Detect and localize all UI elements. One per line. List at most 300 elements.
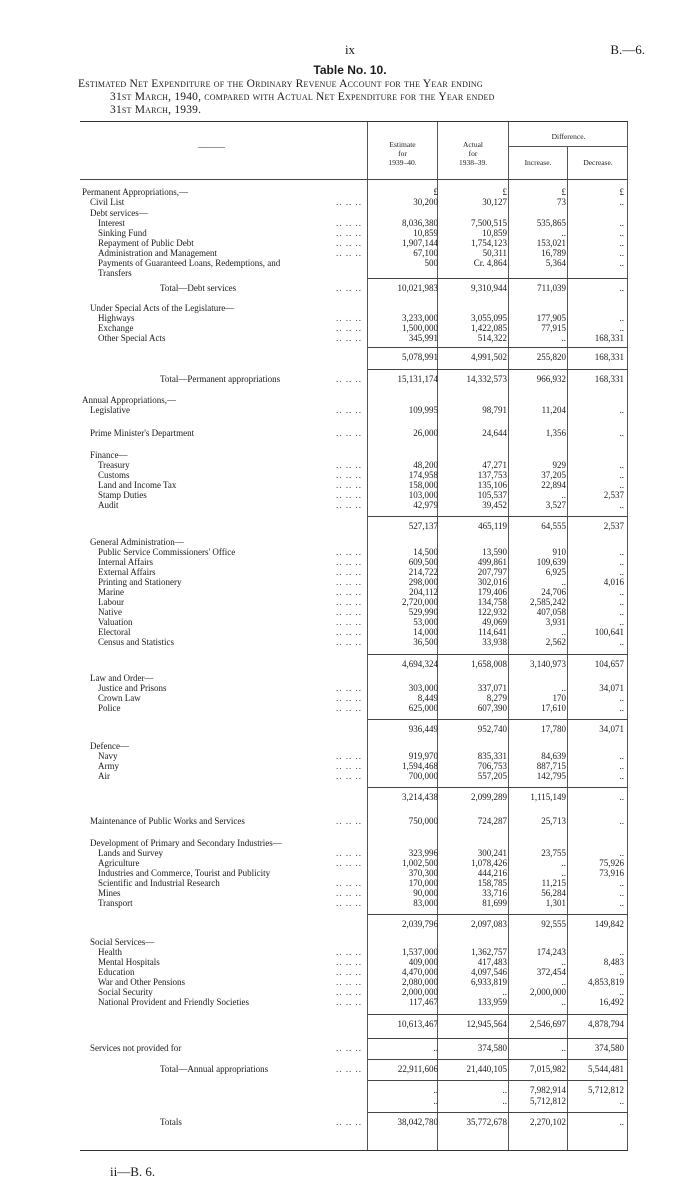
- leader-dots: .. .. ..: [336, 567, 362, 577]
- table-row: [80, 637, 628, 648]
- estimate-cell: 298,000: [408, 577, 438, 587]
- row-label: Public Service Commissioners' Office: [98, 547, 236, 557]
- increase-cell: 711,039: [537, 283, 566, 293]
- table-row: [80, 1117, 628, 1128]
- actual-cell: 135,106: [477, 480, 507, 490]
- table-row: [80, 197, 628, 208]
- actual-cell: 302,016: [477, 577, 507, 587]
- actual-cell: 98,791: [482, 405, 507, 415]
- row-label: Native: [98, 607, 122, 617]
- estimate-cell: 1,002,500: [402, 858, 438, 868]
- leader-dots: .. .. ..: [336, 607, 362, 617]
- estimate-cell: 10,021,983: [397, 283, 438, 293]
- actual-cell: 49,069: [482, 617, 507, 627]
- decrease-cell: ..: [619, 637, 624, 647]
- increase-cell: ..: [561, 868, 566, 878]
- row-label: Army: [98, 761, 119, 771]
- increase-cell: 16,789: [541, 248, 566, 258]
- decrease-cell: 16,492: [599, 997, 624, 1007]
- actual-cell: 137,753: [477, 470, 507, 480]
- leader-dots: .. .. ..: [336, 587, 362, 597]
- actual-cell: 1,754,123: [471, 238, 507, 248]
- leader-dots: .. .. ..: [336, 771, 362, 781]
- increase-cell: 2,000,000: [530, 987, 566, 997]
- row-label: Justice and Prisons: [98, 683, 167, 693]
- increase-cell: 1,301: [545, 898, 566, 908]
- decrease-cell: 8,483: [603, 957, 624, 967]
- estimate-cell: 10,613,467: [397, 1019, 438, 1029]
- decrease-cell: ..: [619, 557, 624, 567]
- table-row: [80, 500, 628, 511]
- table-row: [80, 283, 628, 294]
- row-label: Electoral: [98, 627, 131, 637]
- estimate-cell: 409,000: [408, 957, 438, 967]
- page-number: ix: [344, 42, 356, 57]
- estimate-cell: 42,979: [413, 500, 438, 510]
- increase-cell: 24,706: [541, 587, 566, 597]
- decrease-cell: ..: [619, 947, 624, 957]
- increase-cell: ..: [561, 858, 566, 868]
- row-label: Health: [98, 947, 122, 957]
- table-row: [80, 919, 628, 930]
- row-label: Exchange: [98, 323, 134, 333]
- estimate-cell: 14,500: [413, 547, 438, 557]
- increase-cell: 535,865: [536, 218, 566, 228]
- row-label: Total—Annual appropriations: [160, 1064, 269, 1074]
- actual-cell: 24,644: [482, 428, 507, 438]
- row-label: Transfers: [98, 268, 132, 278]
- estimate-cell: 370,300: [408, 868, 438, 878]
- decrease-cell: 4,016: [603, 577, 624, 587]
- increase-cell: 2,562: [545, 637, 566, 647]
- estimate-cell: 2,000,000: [402, 987, 438, 997]
- increase-cell: 77,915: [541, 323, 566, 333]
- row-label: Maintenance of Public Works and Services: [90, 816, 245, 826]
- decrease-cell: 73,916: [599, 868, 624, 878]
- table-row: [80, 703, 628, 714]
- actual-cell: 706,753: [477, 761, 507, 771]
- decrease-cell: ..: [619, 693, 624, 703]
- leader-dots: .. .. ..: [336, 617, 362, 627]
- leader-dots: .. .. ..: [336, 218, 362, 228]
- decrease-cell: ..: [619, 761, 624, 771]
- decrease-cell: ..: [619, 248, 624, 258]
- row-label: Crown Law: [98, 693, 141, 703]
- table-row: [80, 1096, 628, 1107]
- decrease-cell: ..: [619, 547, 624, 557]
- estimate-cell: 36,500: [413, 637, 438, 647]
- increase-cell: 407,058: [536, 607, 566, 617]
- decrease-cell: ..: [619, 751, 624, 761]
- decrease-cell: 5,712,812: [588, 1085, 624, 1095]
- increase-cell: 17,610: [541, 703, 566, 713]
- increase-cell: 929: [552, 460, 566, 470]
- estimate-cell: 527,137: [408, 521, 438, 531]
- actual-cell: 835,331: [477, 751, 507, 761]
- table-row: [80, 521, 628, 532]
- increase-cell: 5,364: [545, 258, 566, 268]
- actual-cell: 952,740: [477, 724, 507, 734]
- estimate-cell: 204,112: [409, 587, 438, 597]
- estimate-cell: 170,000: [408, 878, 438, 888]
- row-label: General Administration—: [90, 537, 184, 547]
- row-label: Development of Primary and Secondary Industries—: [90, 838, 282, 848]
- leader-dots: .. .. ..: [336, 374, 362, 384]
- table-row: [80, 1019, 628, 1030]
- leader-dots: .. .. ..: [336, 997, 362, 1007]
- estimate-cell: 109,995: [408, 405, 438, 415]
- estimate-cell: £: [433, 187, 438, 197]
- increase-cell: 910: [552, 547, 566, 557]
- leader-dots: .. .. ..: [336, 238, 362, 248]
- increase-cell: 255,820: [536, 352, 566, 362]
- row-label: Internal Affairs: [98, 557, 154, 567]
- row-label: Mental Hospitals: [98, 957, 160, 967]
- leader-dots: .. .. ..: [336, 283, 362, 293]
- actual-cell: 2,099,289: [471, 792, 507, 802]
- row-label: Education: [98, 967, 135, 977]
- decrease-cell: £: [619, 187, 624, 197]
- leader-dots: .. .. ..: [336, 751, 362, 761]
- leader-dots: .. .. ..: [336, 248, 362, 258]
- estimate-cell: 53,000: [413, 617, 438, 627]
- actual-cell: 33,938: [482, 637, 507, 647]
- estimate-cell: 1,500,000: [402, 323, 438, 333]
- decrease-cell: ..: [619, 967, 624, 977]
- actual-cell: 9,310,944: [471, 283, 507, 293]
- actual-cell: 499,861: [477, 557, 507, 567]
- increase-cell: 92,555: [541, 919, 566, 929]
- increase-cell: 25,713: [541, 816, 566, 826]
- actual-cell: 30,127: [482, 197, 507, 207]
- increase-cell: 1,356: [545, 428, 566, 438]
- table-row: [80, 659, 628, 670]
- increase-cell: 177,905: [536, 313, 566, 323]
- estimate-cell: 10,859: [413, 228, 438, 238]
- estimate-cell: 117,467: [409, 997, 438, 1007]
- decrease-cell: ..: [619, 460, 624, 470]
- actual-cell: 50,311: [482, 248, 507, 258]
- decrease-cell: 2,537: [603, 521, 624, 531]
- decrease-cell: ..: [619, 283, 624, 293]
- estimate-cell: 1,907,144: [402, 238, 438, 248]
- estimate-cell: 38,042,780: [397, 1117, 438, 1127]
- leader-dots: .. .. ..: [336, 577, 362, 587]
- decrease-cell: ..: [619, 878, 624, 888]
- row-label: Transport: [98, 898, 133, 908]
- row-label: Printing and Stationery: [98, 577, 182, 587]
- actual-cell: ..: [502, 987, 507, 997]
- actual-cell: 114,641: [478, 627, 507, 637]
- row-label: Marine: [98, 587, 124, 597]
- row-label: Under Special Acts of the Legislature—: [90, 303, 235, 313]
- leader-dots: .. .. ..: [336, 228, 362, 238]
- leader-dots: .. .. ..: [336, 683, 362, 693]
- decrease-cell: 104,657: [594, 659, 624, 669]
- actual-cell: 1,658,008: [471, 659, 507, 669]
- row-label: Repayment of Public Debt: [98, 238, 194, 248]
- actual-cell: 13,590: [482, 547, 507, 557]
- row-label: Census and Statistics: [98, 637, 174, 647]
- table-row: [80, 1043, 628, 1054]
- row-label: Sinking Fund: [98, 228, 147, 238]
- increase-cell: 84,639: [541, 751, 566, 761]
- decrease-cell: ..: [619, 313, 624, 323]
- estimate-cell: 2,039,796: [402, 919, 438, 929]
- decrease-cell: 4,878,794: [588, 1019, 624, 1029]
- decrease-cell: ..: [619, 197, 624, 207]
- leader-dots: .. .. ..: [336, 977, 362, 987]
- actual-cell: 557,205: [477, 771, 507, 781]
- increase-cell: 142,795: [536, 771, 566, 781]
- row-label: Law and Order—: [90, 673, 154, 683]
- row-label: Administration and Management: [98, 248, 217, 258]
- row-label: Audit: [98, 500, 119, 510]
- actual-cell: 122,932: [477, 607, 507, 617]
- leader-dots: .. .. ..: [336, 547, 362, 557]
- row-label: Air: [98, 771, 110, 781]
- row-label: Totals: [160, 1117, 182, 1127]
- decrease-cell: ..: [619, 405, 624, 415]
- leader-dots: .. .. ..: [336, 888, 362, 898]
- estimate-cell: 3,214,438: [402, 792, 438, 802]
- actual-cell: 374,580: [477, 1043, 507, 1053]
- decrease-cell: ..: [619, 1096, 624, 1106]
- decrease-cell: ..: [619, 703, 624, 713]
- actual-cell: 8,279: [486, 693, 507, 703]
- leader-dots: .. .. ..: [336, 490, 362, 500]
- leader-dots: .. .. ..: [336, 848, 362, 858]
- row-label: Legislative: [90, 405, 130, 415]
- leader-dots: .. .. ..: [336, 197, 362, 207]
- estimate-cell: 625,000: [408, 703, 438, 713]
- increase-cell: 887,715: [536, 761, 566, 771]
- decrease-cell: ..: [619, 898, 624, 908]
- table-row: [80, 374, 628, 385]
- actual-cell: ..: [502, 1096, 507, 1106]
- decrease-cell: ..: [619, 848, 624, 858]
- leader-dots: .. .. ..: [336, 460, 362, 470]
- expenditure-table: [80, 121, 628, 1151]
- row-label: Police: [98, 703, 121, 713]
- estimate-cell: 1,537,000: [402, 947, 438, 957]
- table-row: [80, 1085, 628, 1096]
- row-label: Other Special Acts: [98, 333, 166, 343]
- increase-cell: 5,712,812: [530, 1096, 566, 1106]
- increase-cell: 22,894: [541, 480, 566, 490]
- row-label: Treasury: [98, 460, 130, 470]
- increase-cell: ..: [561, 627, 566, 637]
- subtotal-rule: [368, 914, 628, 915]
- decrease-cell: 34,071: [599, 724, 624, 734]
- estimate-cell: 83,000: [413, 898, 438, 908]
- leader-dots: .. .. ..: [336, 878, 362, 888]
- estimate-cell: 2,720,000: [402, 597, 438, 607]
- estimate-cell: 174,958: [408, 470, 438, 480]
- increase-cell: ..: [561, 333, 566, 343]
- leader-dots: .. .. ..: [336, 898, 362, 908]
- leader-dots: .. .. ..: [336, 500, 362, 510]
- actual-cell: 607,390: [477, 703, 507, 713]
- header-estimate-line: Estimate: [389, 140, 416, 149]
- decrease-cell: ..: [619, 218, 624, 228]
- leader-dots: .. .. ..: [336, 967, 362, 977]
- leader-dots: .. .. ..: [336, 1117, 362, 1127]
- actual-cell: 465,119: [478, 521, 507, 531]
- table-row: [80, 333, 628, 344]
- decrease-cell: ..: [619, 587, 624, 597]
- footer-reference: ii—B. 6.: [110, 1164, 156, 1179]
- actual-cell: 158,785: [477, 878, 507, 888]
- leader-dots: .. .. ..: [336, 333, 362, 343]
- estimate-cell: 529,990: [408, 607, 438, 617]
- decrease-cell: 168,331: [594, 352, 624, 362]
- difference-rule: [509, 146, 628, 147]
- leader-dots: .. .. ..: [336, 480, 362, 490]
- increase-cell: 372,454: [536, 967, 566, 977]
- estimate-cell: 919,970: [408, 751, 438, 761]
- leader-dots: .. .. ..: [336, 313, 362, 323]
- table-row: [80, 898, 628, 909]
- row-label: Payments of Guaranteed Loans, Redemptions, and: [98, 258, 281, 268]
- header-decrease: Decrease.: [583, 158, 613, 167]
- leader-dots: .. .. ..: [336, 323, 362, 333]
- decrease-cell: ..: [619, 607, 624, 617]
- estimate-cell: 750,000: [408, 816, 438, 826]
- row-label: Stamp Duties: [98, 490, 147, 500]
- increase-cell: 2,585,242: [530, 597, 566, 607]
- increase-cell: 23,755: [541, 848, 566, 858]
- leader-dots: .. .. ..: [336, 597, 362, 607]
- increase-cell: 1,115,149: [530, 792, 566, 802]
- table-row: [80, 816, 628, 827]
- estimate-cell: 15,131,174: [397, 374, 438, 384]
- decrease-cell: 5,544,481: [588, 1064, 624, 1074]
- decrease-cell: ..: [619, 500, 624, 510]
- leader-dots: .. .. ..: [336, 637, 362, 647]
- row-label: Mines: [98, 888, 121, 898]
- leader-dots: .. .. ..: [336, 1064, 362, 1074]
- estimate-cell: 8,036,380: [402, 218, 438, 228]
- header-rule: [80, 179, 628, 180]
- increase-cell: ..: [561, 997, 566, 1007]
- subtotal-rule: [368, 1059, 628, 1060]
- actual-cell: 39,452: [482, 500, 507, 510]
- increase-cell: 174,243: [536, 947, 566, 957]
- actual-cell: 21,440,105: [466, 1064, 507, 1074]
- actual-cell: 337,071: [477, 683, 507, 693]
- subtotal-rule: [368, 719, 628, 720]
- estimate-cell: ..: [433, 1043, 438, 1053]
- subtotal-rule: [368, 516, 628, 517]
- estimate-cell: 700,000: [408, 771, 438, 781]
- estimate-cell: 500: [424, 258, 438, 268]
- heading-line-2: 31st March, 1940, compared with Actual Net Expenditure for the Year ended: [110, 91, 495, 103]
- table-heading: [78, 78, 638, 117]
- leader-dots: .. .. ..: [336, 761, 362, 771]
- row-label: Labour: [98, 597, 124, 607]
- decrease-cell: 100,641: [594, 627, 624, 637]
- estimate-cell: 22,911,606: [397, 1064, 438, 1074]
- increase-cell: 56,284: [541, 888, 566, 898]
- decrease-cell: 168,331: [594, 374, 624, 384]
- row-label: Land and Income Tax: [98, 480, 177, 490]
- estimate-cell: 48,200: [413, 460, 438, 470]
- subtotal-rule: [368, 369, 628, 370]
- leader-dots: .. .. ..: [336, 947, 362, 957]
- actual-cell: 1,422,085: [471, 323, 507, 333]
- row-label: Total—Permanent appropriations: [160, 374, 281, 384]
- decrease-cell: 34,071: [599, 683, 624, 693]
- estimate-cell: 4,470,000: [402, 967, 438, 977]
- decrease-cell: ..: [619, 597, 624, 607]
- increase-cell: ..: [561, 490, 566, 500]
- leader-dots: .. .. ..: [336, 1043, 362, 1053]
- row-label: Industries and Commerce, Tourist and Publicity: [98, 868, 271, 878]
- subtotal-rule: [368, 347, 628, 348]
- table-row: [80, 352, 628, 363]
- header-increase: Increase.: [524, 158, 552, 167]
- row-label: Social Services—: [90, 937, 155, 947]
- table-title: Table No. 10.: [313, 63, 387, 77]
- row-label: Customs: [98, 470, 130, 480]
- estimate-cell: ..: [433, 1085, 438, 1095]
- increase-cell: 3,931: [545, 617, 566, 627]
- actual-cell: 207,797: [477, 567, 507, 577]
- actual-cell: 1,078,426: [471, 858, 507, 868]
- row-label: Permanent Appropriations,—: [82, 187, 188, 197]
- subtotal-rule: [368, 1038, 628, 1039]
- actual-cell: ..: [502, 1085, 507, 1095]
- row-label: National Provident and Friendly Societies: [98, 997, 249, 1007]
- increase-cell: 17,780: [541, 724, 566, 734]
- leader-dots: .. .. ..: [336, 405, 362, 415]
- actual-cell: 4,097,546: [471, 967, 507, 977]
- actual-cell: 12,945,564: [466, 1019, 507, 1029]
- header-actual: [438, 140, 508, 167]
- increase-cell: 3,527: [545, 500, 566, 510]
- decrease-cell: ..: [619, 323, 624, 333]
- actual-cell: 300,241: [477, 848, 507, 858]
- increase-cell: 3,140,973: [530, 659, 566, 669]
- increase-cell: ..: [561, 957, 566, 967]
- row-label: Civil List: [90, 197, 125, 207]
- row-label: Annual Appropriations,—: [82, 395, 176, 405]
- row-label: Valuation: [98, 617, 133, 627]
- increase-cell: ..: [561, 1043, 566, 1053]
- decrease-cell: ..: [619, 617, 624, 627]
- heading-line-3: 31st March, 1939.: [110, 104, 202, 116]
- actual-cell: 417,483: [477, 957, 507, 967]
- increase-cell: 64,555: [541, 521, 566, 531]
- actual-cell: 134,758: [477, 597, 507, 607]
- decrease-cell: 168,331: [594, 333, 624, 343]
- actual-cell: 105,537: [477, 490, 507, 500]
- row-label: Prime Minister's Department: [90, 428, 195, 438]
- actual-cell: 2,097,083: [471, 919, 507, 929]
- estimate-cell: 936,449: [408, 724, 438, 734]
- decrease-cell: ..: [619, 792, 624, 802]
- increase-cell: 7,982,914: [530, 1085, 566, 1095]
- estimate-cell: 14,000: [413, 627, 438, 637]
- decrease-cell: ..: [619, 987, 624, 997]
- increase-cell: ..: [561, 683, 566, 693]
- decrease-cell: ..: [619, 228, 624, 238]
- subtotal-rule: [368, 1080, 628, 1081]
- actual-cell: 35,772,678: [466, 1117, 507, 1127]
- row-label: Social Security: [98, 987, 153, 997]
- actual-cell: 179,406: [477, 587, 507, 597]
